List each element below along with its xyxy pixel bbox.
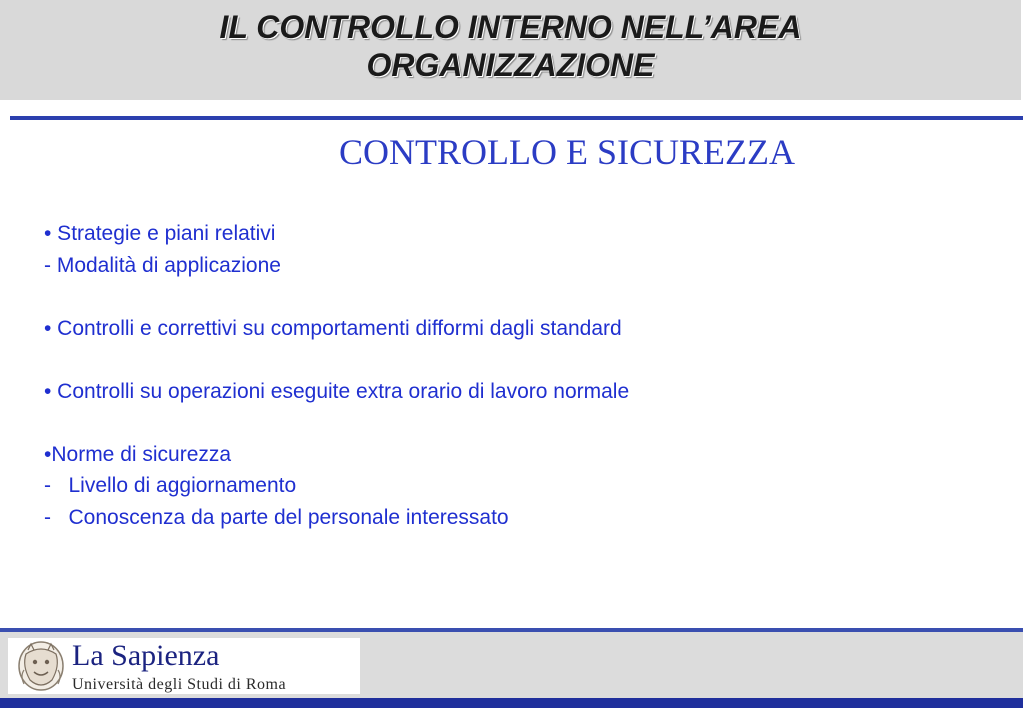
section-title: CONTROLLO E SICUREZZA <box>339 132 795 172</box>
spacer <box>44 281 944 313</box>
slide-header <box>0 0 1023 100</box>
list-item: - Conoscenza da parte del personale interessato <box>44 505 509 529</box>
header-divider <box>10 116 1023 120</box>
list-item: • Controlli su operazioni eseguite extra orario di lavoro normale <box>44 379 630 403</box>
footer-bottom-bar <box>0 698 1023 708</box>
footer-divider <box>0 628 1023 632</box>
list-item: • Controlli e correttivi su comportamenti difformi dagli standard <box>44 316 622 340</box>
logo-subtitle: Università degli Studi di Roma <box>72 676 287 693</box>
spacer <box>44 407 944 439</box>
university-crest-icon <box>16 640 66 692</box>
spacer <box>44 344 944 376</box>
bullet-list <box>44 218 944 533</box>
slide-title <box>0 8 1021 84</box>
university-logo <box>8 638 360 694</box>
slide-footer <box>0 628 1023 708</box>
list-item: •Norme di sicurezza <box>44 442 232 466</box>
logo-name: La Sapienza <box>72 639 220 672</box>
list-item: - Modalità di applicazione <box>44 253 281 277</box>
slide-title-line-1: IL CONTROLLO INTERNO NELL’AREA <box>219 9 802 45</box>
slide-title-line-2: ORGANIZZAZIONE <box>366 47 655 83</box>
list-item: • Strategie e piani relativi <box>44 222 276 245</box>
list-item: - Livello di aggiornamento <box>44 474 297 497</box>
